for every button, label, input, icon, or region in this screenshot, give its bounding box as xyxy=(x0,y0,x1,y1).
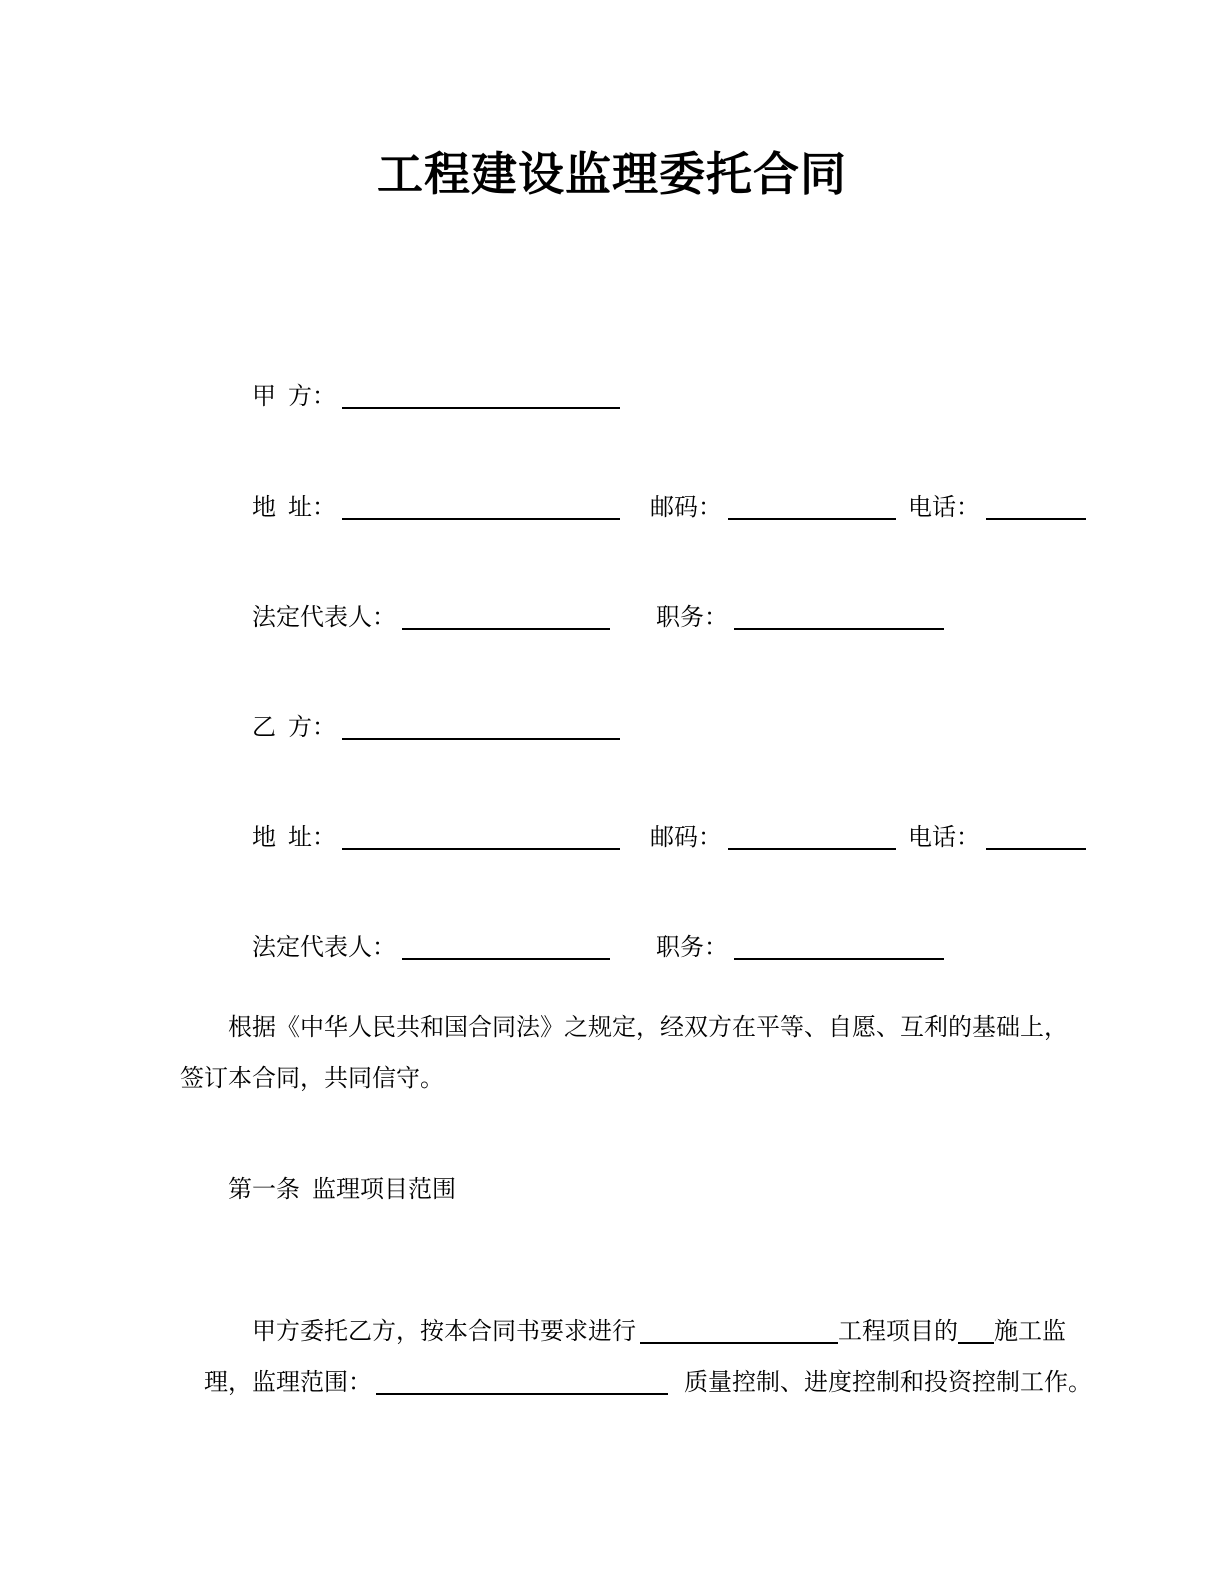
party-b-position-label: 职务： xyxy=(656,935,728,961)
party-a-name-blank[interactable] xyxy=(342,387,620,409)
party-b-legal-rep-row xyxy=(228,906,944,990)
party-a-address-blank[interactable] xyxy=(342,498,620,520)
party-b-address-label: 地 址： xyxy=(252,825,336,851)
party-a-legal-rep-row xyxy=(228,576,944,660)
party-b-phone-label: 电话： xyxy=(908,825,980,851)
intro-paragraph-line1: 根据《中华人民共和国合同法》之规定，经双方在平等、自愿、互利的基础上， xyxy=(228,1015,1068,1041)
party-b-position-blank[interactable] xyxy=(734,938,944,960)
article1-heading: 第一条 监理项目范围 xyxy=(228,1177,456,1203)
party-a-position-blank[interactable] xyxy=(734,608,944,630)
article1-clause-text-1: 甲方委托乙方，按本合同书要求进行 xyxy=(252,1319,636,1345)
article1-clause-text-2: 工程项目的 xyxy=(838,1319,958,1345)
party-b-label: 乙 方： xyxy=(252,715,336,741)
party-b-phone-blank[interactable] xyxy=(986,828,1086,850)
party-b-legal-rep-label: 法定代表人： xyxy=(252,935,396,961)
party-a-phone-blank[interactable] xyxy=(986,498,1086,520)
party-a-phone-label: 电话： xyxy=(908,495,980,521)
party-a-label: 甲 方： xyxy=(252,384,336,410)
party-a-legal-rep-label: 法定代表人： xyxy=(252,605,396,631)
article1-clause-line2 xyxy=(180,1341,1092,1425)
party-b-postcode-label: 邮码： xyxy=(650,825,722,851)
party-a-address-label: 地 址： xyxy=(252,495,336,521)
party-b-name-blank[interactable] xyxy=(342,718,620,740)
party-b-legal-rep-blank[interactable] xyxy=(402,938,610,960)
party-a-position-label: 职务： xyxy=(656,605,728,631)
party-a-address-row xyxy=(228,466,1086,550)
party-a-postcode-label: 邮码： xyxy=(650,495,722,521)
party-b-address-row xyxy=(228,796,1086,880)
party-a-legal-rep-blank[interactable] xyxy=(402,608,610,630)
document-title: 工程建设监理委托合同 xyxy=(377,148,847,200)
party-b-postcode-blank[interactable] xyxy=(728,828,896,850)
party-a-name-row xyxy=(228,355,620,439)
party-b-name-row xyxy=(228,686,620,770)
article1-clause-text-3: 施工监 xyxy=(994,1319,1066,1345)
article1-clause-text-4: 理，监理范围： xyxy=(204,1370,372,1396)
supervision-scope-blank[interactable] xyxy=(376,1373,668,1395)
article1-clause-text-5: 质量控制、进度控制和投资控制工作。 xyxy=(684,1370,1092,1396)
party-b-address-blank[interactable] xyxy=(342,828,620,850)
intro-paragraph-line2: 签订本合同，共同信守。 xyxy=(180,1066,444,1092)
party-a-postcode-blank[interactable] xyxy=(728,498,896,520)
